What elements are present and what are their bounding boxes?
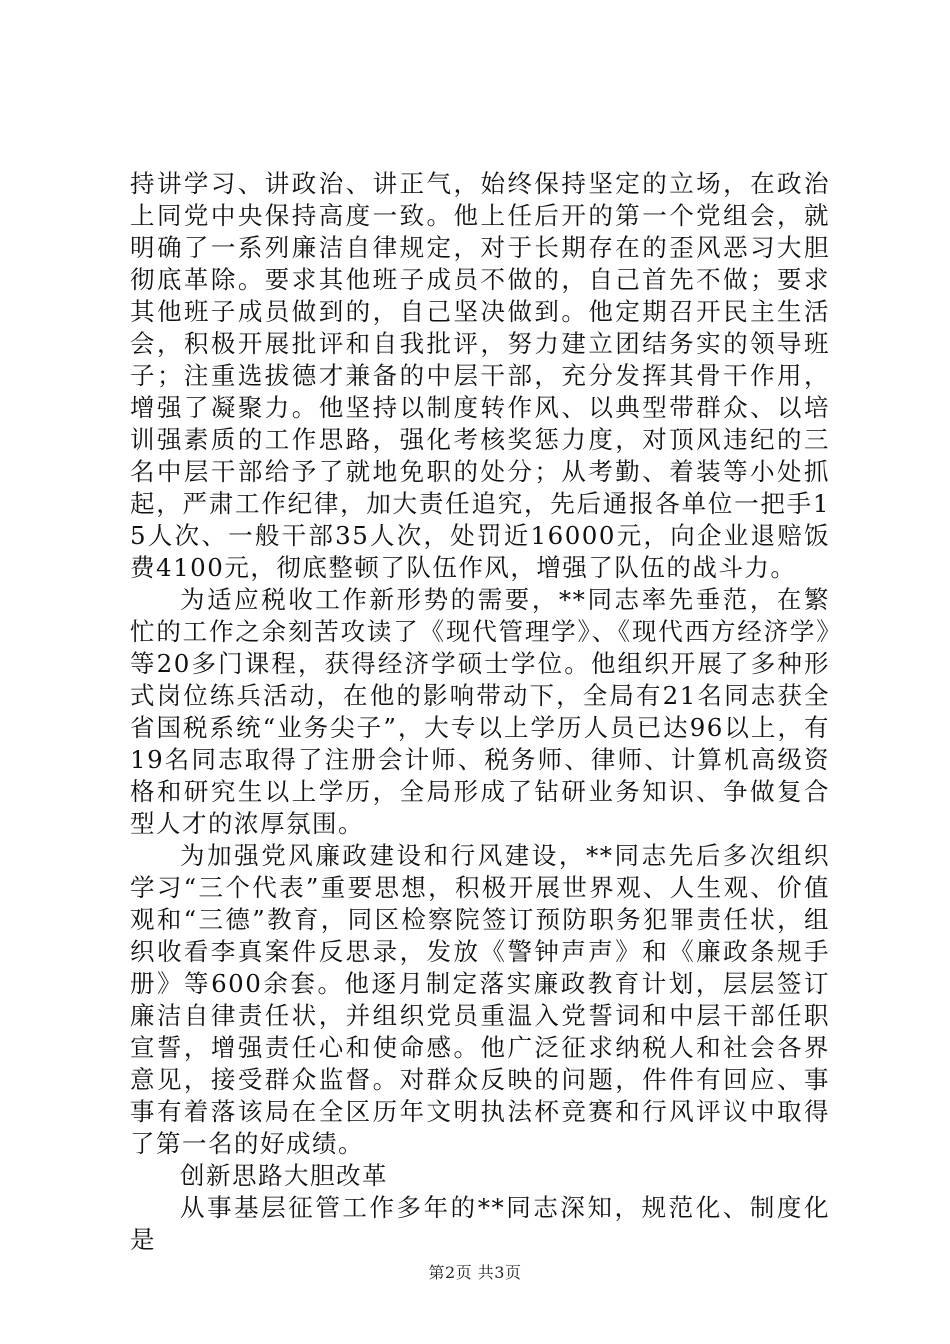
paragraph-3: 为加强党风廉政建设和行风建设，**同志先后多次组织学习“三个代表”重要思想，积极开展世界观、人生观、价值观和“三德”教育，同区检察院签订预防职务犯罪责任状，组织收看李真案件反思录，发放《警钟声声》和《廉政条规手册》等600余套。他逐月制定落实廉政教育计划，层层签订廉洁自律责任状，并组织党员重温入党誓词和中层干部任职宣誓，增强责任心和使命感。他广泛征求纳税人和社会各界意见，接受群众监督。对群众反映的问题，件件有回应、事事有着落该局在全区历年文明执法杯竞赛和行风评议中取得了第一名的好成绩。 bbox=[130, 841, 830, 1158]
document-body bbox=[130, 168, 830, 1256]
section-heading: 创新思路大胆改革 bbox=[180, 1161, 388, 1190]
paragraph-4: 从事基层征管工作多年的**同志深知，规范化、制度化是 bbox=[130, 1193, 830, 1254]
paragraph-2: 为适应税收工作新形势的需要，**同志率先垂范，在繁忙的工作之余刻苦攻读了《现代管理学》、《现代西方经济学》等20多门课程，获得经济学硕士学位。他组织开展了多种形式岗位练兵活动，在他的影响带动下，全局有21名同志获全省国税系统“业务尖子”，大专以上学历人员已达96以上，有19名同志取得了注册会计师、税务师、律师、计算机高级资格和研究生以上学历，全局形成了钻研业务知识、争做复合型人才的浓厚氛围。 bbox=[130, 585, 830, 838]
page-number-footer: 第2页 共3页 bbox=[428, 1263, 522, 1282]
paragraph-1: 持讲学习、讲政治、讲正气，始终保持坚定的立场，在政治上同党中央保持高度一致。他上任后开的第一个党组会，就明确了一系列廉洁自律规定，对于长期存在的歪风恶习大胆彻底革除。要求其他班子成员不做的，自己首先不做；要求其他班子成员做到的，自己坚决做到。他定期召开民主生活会，积极开展批评和自我批评，努力建立团结务实的领导班子；注重选拔德才兼备的中层干部，充分发挥其骨干作用，增强了凝聚力。他坚持以制度转作风、以典型带群众、以培训强素质的工作思路，强化考核奖惩力度，对顶风违纪的三名中层干部给予了就地免职的处分；从考勤、着装等小处抓起，严肃工作纪律，加大责任追究，先后通报各单位一把手15人次、一般干部35人次，处罚近16000元，向企业退赔饭费4100元，彻底整顿了队伍作风，增强了队伍的战斗力。 bbox=[130, 169, 830, 582]
